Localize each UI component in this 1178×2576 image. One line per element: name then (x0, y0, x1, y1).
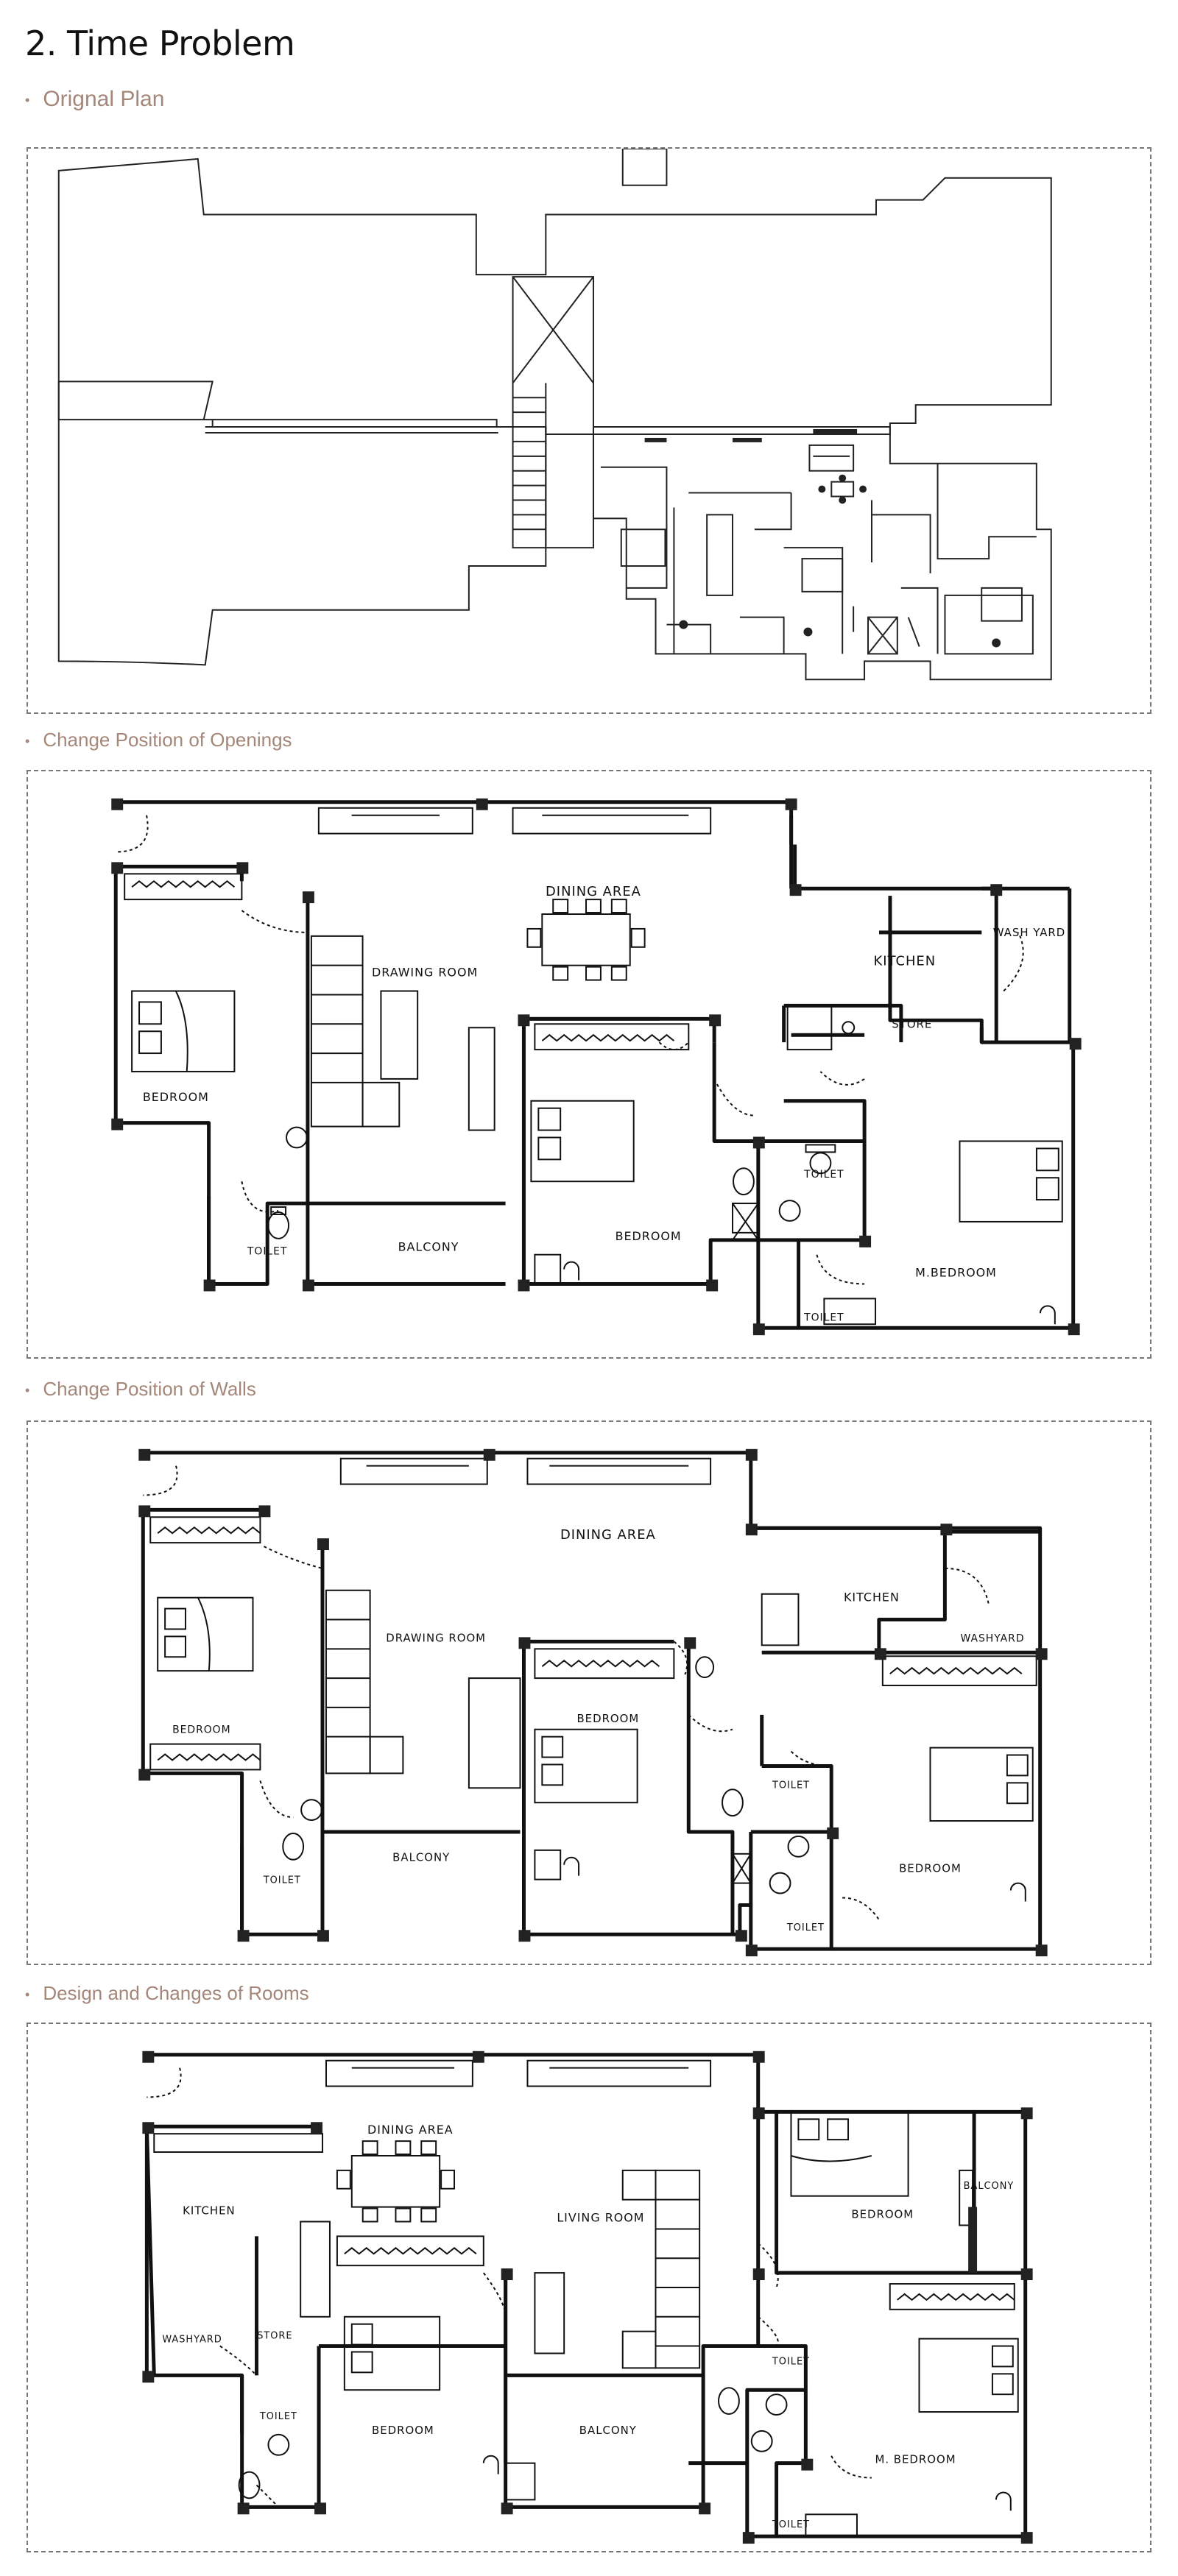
section-heading-walls (25, 1378, 256, 1401)
room-label-drawing: DRAWING ROOM (386, 1631, 487, 1645)
bullet-icon: • (25, 1986, 30, 2002)
walls-plan-panel (27, 1420, 1151, 1965)
original-plan-drawing (28, 149, 1150, 712)
room-label-toilet-1: TOILET (247, 1245, 288, 1258)
room-label-store: STORE (892, 1017, 933, 1031)
openings-plan-drawing (28, 771, 1150, 1357)
room-label-drawing: DRAWING ROOM (372, 965, 479, 980)
bullet-icon: • (25, 92, 30, 107)
rooms-plan-panel (27, 2023, 1151, 2552)
room-label-dining: DINING AREA (546, 884, 641, 900)
room-label-washyard: WASHYARD (162, 2334, 222, 2346)
room-label-bedroom-2: BEDROOM (615, 1228, 682, 1243)
section-heading-original-plan (25, 87, 164, 112)
section-heading-design-rooms (25, 1982, 309, 2005)
room-label-kitchen: KITCHEN (183, 2204, 236, 2218)
section-label: Design and Changes of Rooms (43, 1982, 309, 2004)
room-label-balcony: BALCONY (398, 1239, 459, 1254)
room-label-balcony-1: BALCONY (963, 2180, 1015, 2192)
room-label-bedroom-1: BEDROOM (142, 1089, 209, 1104)
section-heading-openings (25, 729, 292, 751)
bullet-icon: • (25, 1382, 30, 1398)
room-label-toilet-2: TOILET (772, 2356, 810, 2368)
room-label-toilet-3: TOILET (804, 1312, 844, 1324)
page-title: 2. Time Problem (25, 24, 295, 63)
original-plan-panel (27, 147, 1151, 714)
room-label-bedroom-2: BEDROOM (851, 2207, 914, 2221)
section-label: Change Position of Openings (43, 729, 292, 751)
room-label-bedroom-1: BEDROOM (172, 1724, 231, 1736)
rooms-plan-drawing (28, 2024, 1150, 2551)
room-label-toilet-3: TOILET (786, 1922, 825, 1934)
room-label-bedroom-1: BEDROOM (372, 2423, 434, 2437)
room-label-bedroom-2: BEDROOM (576, 1711, 640, 1725)
room-label-toilet-2: TOILET (772, 1780, 811, 1791)
walls-plan-drawing (28, 1422, 1150, 1964)
room-label-dining: DINING AREA (560, 1527, 656, 1543)
section-label: Orignal Plan (43, 87, 165, 111)
openings-plan-panel (27, 770, 1151, 1359)
room-label-store: STORE (257, 2330, 293, 2342)
room-label-living: LIVING ROOM (557, 2210, 645, 2225)
room-label-balcony-2: BALCONY (579, 2423, 637, 2437)
room-label-toilet-2: TOILET (804, 1169, 844, 1181)
room-label-toilet-3: TOILET (772, 2519, 810, 2531)
room-label-mbedroom: M.BEDROOM (915, 1265, 997, 1280)
room-label-mbedroom: M. BEDROOM (875, 2452, 956, 2466)
room-label-kitchen: KITCHEN (843, 1590, 900, 1604)
section-label: Change Position of Walls (43, 1378, 256, 1400)
room-label-toilet-1: TOILET (263, 1875, 301, 1886)
room-label-bedroom-3: BEDROOM (899, 1861, 962, 1875)
room-label-washyard: WASH YARD (992, 925, 1066, 939)
room-label-balcony: BALCONY (392, 1850, 451, 1864)
room-label-washyard: WASHYARD (960, 1632, 1025, 1645)
room-label-dining: DINING AREA (367, 2123, 454, 2137)
bullet-icon: • (25, 733, 30, 749)
room-label-toilet-1: TOILET (259, 2411, 297, 2422)
room-label-kitchen: KITCHEN (873, 953, 937, 969)
